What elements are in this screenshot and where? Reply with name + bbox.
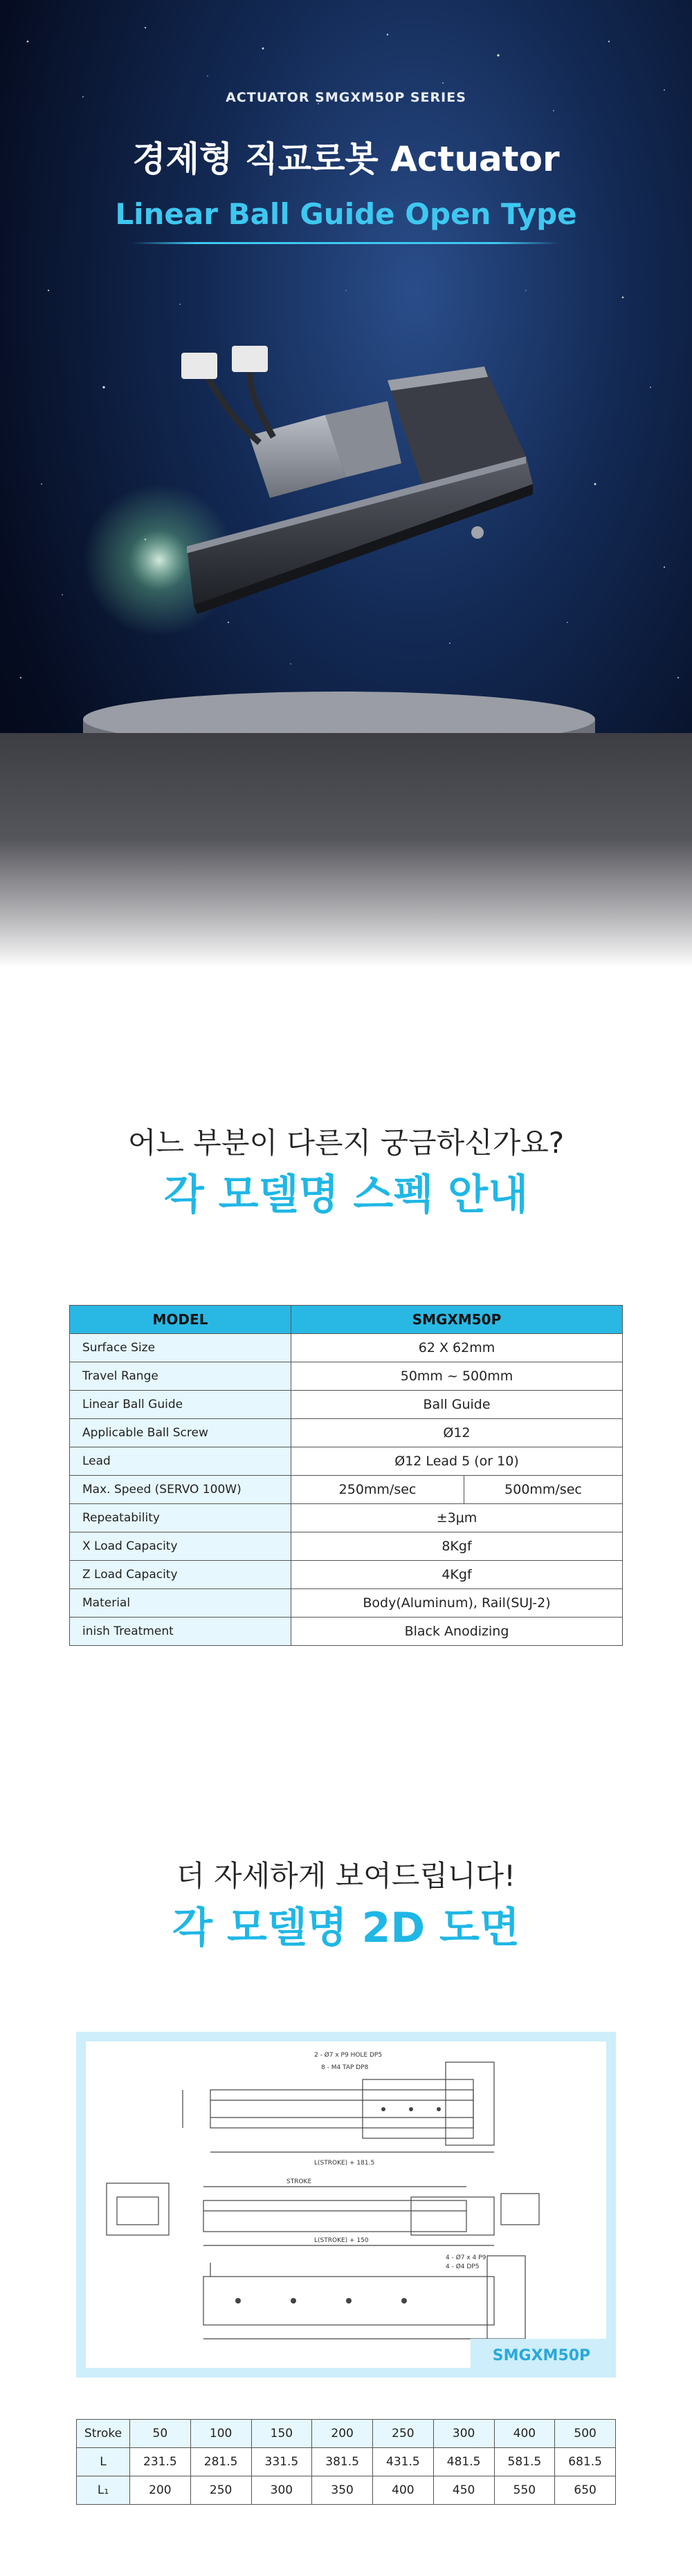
- spec-row-value: Black Anodizing: [291, 1618, 623, 1646]
- stroke-cell: 250: [190, 2476, 251, 2505]
- model-badge: SMGXM50P: [471, 2339, 612, 2373]
- callout-5: STROKE: [286, 2178, 312, 2185]
- stroke-cell: 350: [312, 2476, 373, 2505]
- stroke-cell: 431.5: [373, 2448, 434, 2476]
- table-row: [70, 1532, 623, 1561]
- stroke-header-cell: 100: [190, 2420, 251, 2448]
- table-row: [77, 2476, 616, 2505]
- technical-drawing: [86, 2041, 606, 2368]
- table-row: [70, 1589, 623, 1618]
- spec-row-value: ±3μm: [291, 1504, 623, 1532]
- callout-2: 8 - M4 TAP DP8: [321, 2064, 369, 2071]
- spec-table-header: [70, 1306, 623, 1334]
- callout-6: L(STROKE) + 181.5: [314, 2160, 375, 2167]
- hero-subtitle: Linear Ball Guide Open Type: [115, 197, 577, 231]
- table-row: [77, 2448, 616, 2476]
- spec-row-value-a: 250mm/sec: [291, 1476, 464, 1504]
- callout-4: 4 - Ø4 DP5: [446, 2263, 480, 2270]
- spec-row-label: X Load Capacity: [70, 1532, 291, 1561]
- stroke-cell: 550: [494, 2476, 555, 2505]
- stroke-cell: 200: [130, 2476, 191, 2505]
- spec-row-value-b: 500mm/sec: [464, 1476, 623, 1504]
- table-row: [70, 1391, 623, 1419]
- stroke-cell: 650: [555, 2476, 616, 2505]
- callout-3: 4 - Ø7 x 4 P9: [446, 2254, 486, 2261]
- spec-row-label: Lead: [70, 1447, 291, 1476]
- stroke-cell: L: [77, 2448, 130, 2476]
- table-row: [70, 1362, 623, 1391]
- drawing-heading: 각 모델명 2D 도면: [172, 1904, 520, 1952]
- spec-row-label: Applicable Ball Screw: [70, 1419, 291, 1447]
- spec-header-label: MODEL: [70, 1306, 291, 1334]
- drawing-question: 더 자세하게 보여드립니다!: [176, 1859, 516, 1893]
- stroke-header-cell: 300: [433, 2420, 494, 2448]
- spec-row-label: Z Load Capacity: [70, 1561, 291, 1589]
- spec-table: [69, 1305, 623, 1646]
- spec-row-value: Ball Guide: [291, 1391, 623, 1419]
- table-row: [70, 1334, 623, 1362]
- spec-row-value: Body(Aluminum), Rail(SUJ-2): [291, 1589, 623, 1618]
- spec-row-value: 8Kgf: [291, 1532, 623, 1561]
- spec-row-label: Linear Ball Guide: [70, 1391, 291, 1419]
- hero-banner: [0, 0, 692, 968]
- spec-row-label: Surface Size: [70, 1334, 291, 1362]
- spec-row-label: Travel Range: [70, 1362, 291, 1391]
- stroke-cell: 450: [433, 2476, 494, 2505]
- table-row: [70, 1504, 623, 1532]
- table-row: [70, 1476, 623, 1504]
- stroke-cell: 300: [251, 2476, 312, 2505]
- callout-7: L(STROKE) + 150: [314, 2237, 369, 2244]
- stroke-header-cell: 200: [312, 2420, 373, 2448]
- stroke-header-cell: Stroke: [77, 2420, 130, 2448]
- subtitle-underline: [131, 242, 561, 244]
- series-eyebrow: ACTUATOR SMGXM50P SERIES: [226, 90, 466, 105]
- stroke-header-cell: 150: [251, 2420, 312, 2448]
- spec-row-value: 50mm ~ 500mm: [291, 1362, 623, 1391]
- stroke-cell: L₁: [77, 2476, 130, 2505]
- spec-header-model: SMGXM50P: [291, 1306, 623, 1334]
- table-row: [70, 1447, 623, 1476]
- stroke-header-cell: 400: [494, 2420, 555, 2448]
- callout-1: 2 - Ø7 x P9 HOLE DP5: [314, 2052, 383, 2059]
- spec-row-value: Ø12 Lead 5 (or 10): [291, 1447, 623, 1476]
- stroke-cell: 581.5: [494, 2448, 555, 2476]
- table-row: [70, 1419, 623, 1447]
- spec-heading: 각 모델명 스펙 안내: [163, 1171, 529, 1219]
- stroke-table-header: [77, 2420, 616, 2448]
- stroke-cell: 681.5: [555, 2448, 616, 2476]
- spec-question: 어느 부분이 다른지 궁금하신가요?: [127, 1126, 565, 1160]
- spec-row-label: inish Treatment: [70, 1618, 291, 1646]
- spec-row-label: Repeatability: [70, 1504, 291, 1532]
- stroke-cell: 281.5: [190, 2448, 251, 2476]
- hero-title: 경제형 직교로봇 Actuator: [132, 139, 560, 179]
- stroke-header-cell: 500: [555, 2420, 616, 2448]
- spec-row-value: 4Kgf: [291, 1561, 623, 1589]
- stroke-header-cell: 250: [373, 2420, 434, 2448]
- stroke-header-cell: 50: [130, 2420, 191, 2448]
- 2d-drawing-lines: [86, 2041, 606, 2368]
- stroke-cell: 331.5: [251, 2448, 312, 2476]
- spec-row-label: Max. Speed (SERVO 100W): [70, 1476, 291, 1504]
- spec-row-value: 62 X 62mm: [291, 1334, 623, 1362]
- ground-surface: [0, 733, 692, 968]
- spec-row-label: Material: [70, 1589, 291, 1618]
- spec-row-value: Ø12: [291, 1419, 623, 1447]
- stroke-cell: 400: [373, 2476, 434, 2505]
- stroke-table: [76, 2419, 616, 2505]
- stroke-cell: 381.5: [312, 2448, 373, 2476]
- actuator-product-image: [0, 325, 692, 671]
- stroke-cell: 231.5: [130, 2448, 191, 2476]
- table-row: [70, 1618, 623, 1646]
- table-row: [70, 1561, 623, 1589]
- stroke-cell: 481.5: [433, 2448, 494, 2476]
